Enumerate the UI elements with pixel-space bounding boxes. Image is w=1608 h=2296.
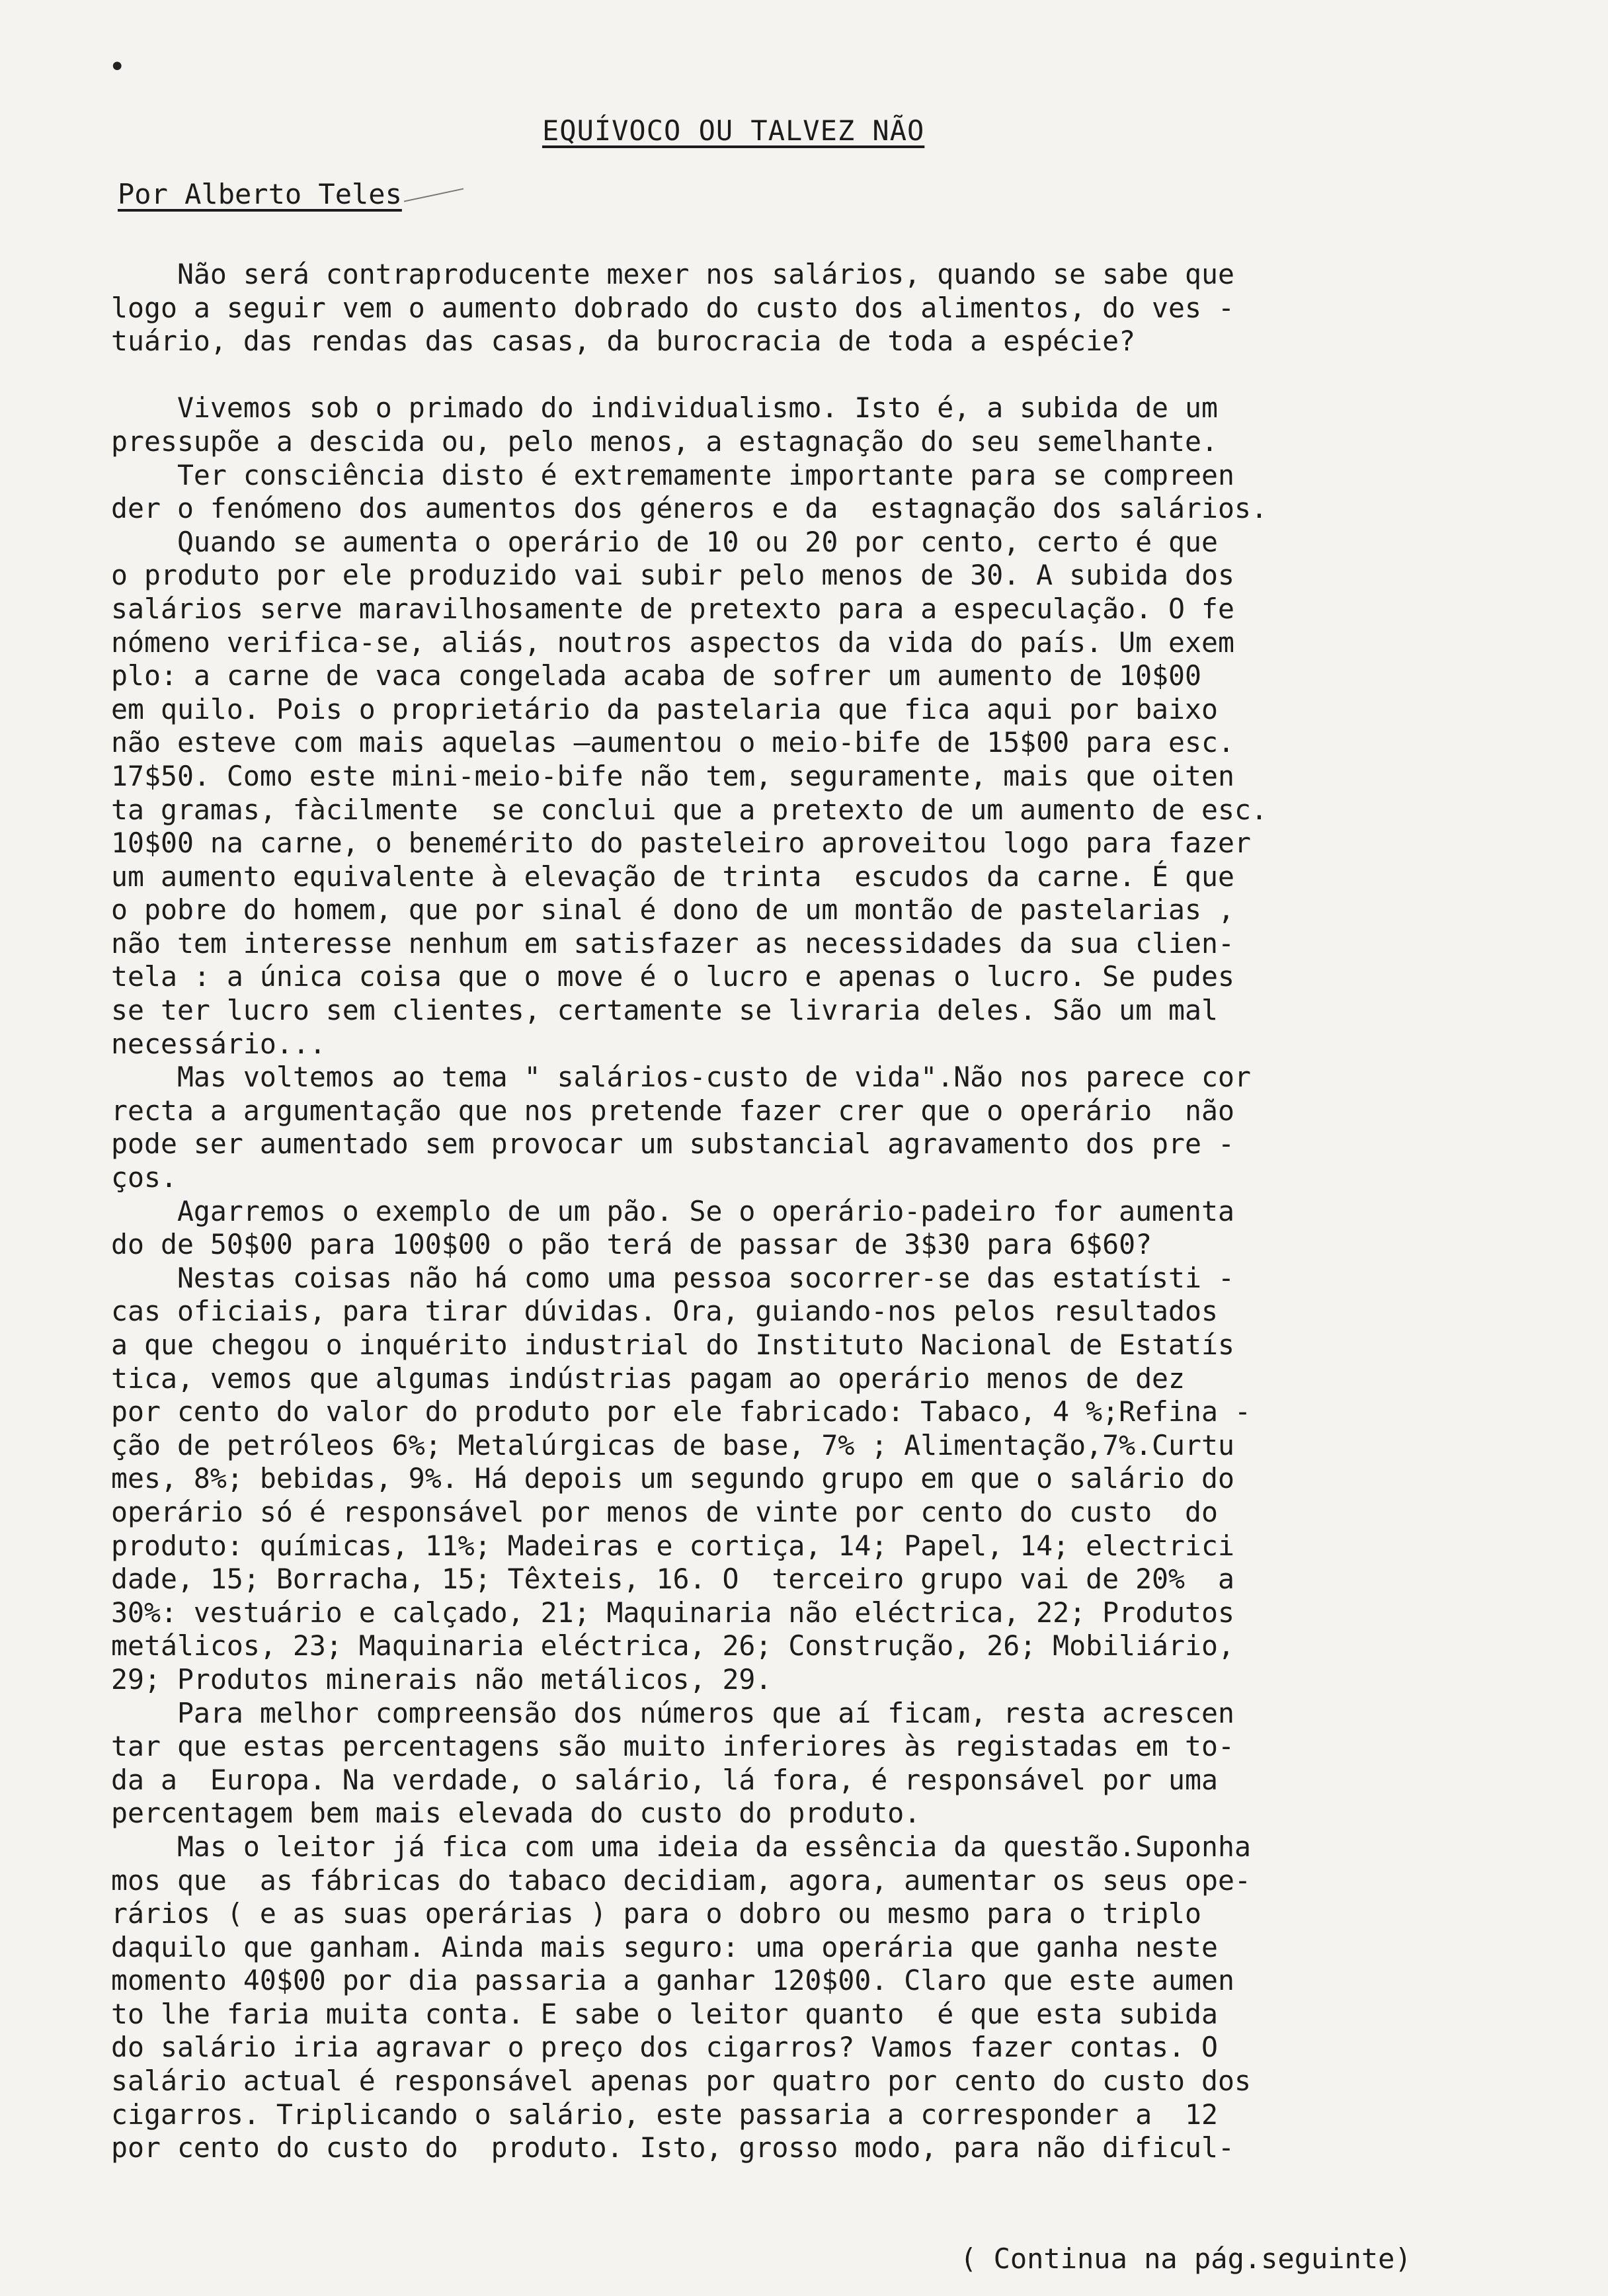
text-line: o produto por ele produzido vai subir pelo menos de 30. A subida dos — [111, 559, 1234, 592]
text-line: Ter consciência disto é extremamente importante para se compreen — [111, 458, 1234, 491]
text-line: Quando se aumenta o operário de 10 ou 20 por cento, certo é que — [111, 525, 1219, 558]
text-line: em quilo. Pois o proprietário da pastelaria que fica aqui por baixo — [111, 692, 1219, 725]
text-line: Nestas coisas não há como uma pessoa socorrer-se das estatísti - — [111, 1261, 1234, 1294]
text-line: mes, 8%; bebidas, 9%. Há depois um segundo grupo em que o salário do — [111, 1462, 1234, 1495]
text-line: Mas o leitor já fica com uma ideia da essência da questão.Suponha — [111, 1830, 1251, 1863]
text-line: pode ser aumentado sem provocar um substancial agravamento dos pre - — [111, 1128, 1234, 1161]
text-line: Para melhor compreensão dos números que aí ficam, resta acrescen — [111, 1696, 1234, 1729]
text-line: Vivemos sob o primado do individualismo. Isto é, a subida de um — [111, 391, 1219, 425]
text-line: plo: a carne de vaca congelada acaba de sofrer um aumento de 10$00 — [111, 659, 1202, 692]
document-title: EQUÍVOCO OU TALVEZ NÃO — [542, 114, 925, 147]
text-line: Agarremos o exemplo de um pão. Se o operário-padeiro for aumenta — [111, 1194, 1234, 1227]
text-line: a que chegou o inquérito industrial do Instituto Nacional de Estatís — [111, 1329, 1234, 1361]
text-line: recta a argumentação que nos pretende fazer crer que o operário não — [111, 1094, 1234, 1127]
text-line — [111, 358, 1486, 392]
text-line: momento 40$00 por dia passaria a ganhar 120$00. Claro que este aumen — [111, 1964, 1234, 1997]
text-line: logo a seguir vem o aumento dobrado do custo dos alimentos, do ves - — [111, 291, 1234, 324]
text-line: não tem interesse nenhum em satisfazer as necessidades da sua clien- — [111, 926, 1234, 960]
text-line: cas oficiais, para tirar dúvidas. Ora, guiando-nos pelos resultados — [111, 1295, 1219, 1328]
text-line: daquilo que ganham. Ainda mais seguro: uma operária que ganha neste — [111, 1930, 1219, 1963]
text-line: mos que as fábricas do tabaco decidiam, agora, aumentar os seus ope- — [111, 1864, 1251, 1897]
text-line: do de 50$00 para 100$00 o pão terá de passar de 3$30 para 6$60? — [111, 1228, 1152, 1261]
text-line: to lhe faria muita conta. E sabe o leitor quanto é que esta subida — [111, 1997, 1219, 2030]
text-line: um aumento equivalente à elevação de trinta escudos da carne. É que — [111, 860, 1234, 893]
continuation-note: ( Continua na pág.seguinte) — [960, 2242, 1412, 2275]
byline: Por Alberto Teles — [118, 178, 402, 210]
text-line: pressupõe a descida ou, pelo menos, a estagnação do seu semelhante. — [111, 425, 1219, 458]
text-line: se ter lucro sem clientes, certamente se livraria deles. São um mal — [111, 994, 1219, 1027]
text-line: 10$00 na carne, o benemérito do pasteleiro aproveitou logo para fazer — [111, 827, 1251, 860]
pen-stroke — [404, 188, 463, 202]
text-line: tuário, das rendas das casas, da burocracia de toda a espécie? — [111, 325, 1136, 358]
text-line: operário só é responsável por menos de vinte por cento do custo do — [111, 1495, 1219, 1528]
text-line: Mas voltemos ao tema " salários-custo de vida".Não nos parece cor — [111, 1061, 1251, 1094]
text-line: ção de petróleos 6%; Metalúrgicas de base, 7% ; Alimentação,7%.Curtu — [111, 1428, 1234, 1461]
text-line: nómeno verifica-se, aliás, noutros aspectos da vida do país. Um exem — [111, 626, 1234, 659]
text-line: der o fenómeno dos aumentos dos géneros e da estagnação dos salários. — [111, 492, 1267, 525]
corner-mark: • — [108, 50, 126, 84]
text-line: cigarros. Triplicando o salário, este passaria a corresponder a 12 — [111, 2098, 1219, 2131]
text-line: salários serve maravilhosamente de pretexto para a especulação. O fe — [111, 592, 1234, 625]
text-line: por cento do custo do produto. Isto, grosso modo, para não dificul- — [111, 2131, 1234, 2164]
text-line: necessário... — [111, 1027, 326, 1060]
text-line: tela : a única coisa que o move é o lucro e apenas o lucro. Se pudes — [111, 960, 1234, 993]
text-line: percentagem bem mais elevada do custo do produto. — [111, 1797, 921, 1830]
text-line: o pobre do homem, que por sinal é dono de um montão de pastelarias , — [111, 893, 1234, 926]
text-line: tica, vemos que algumas indústrias pagam ao operário menos de dez — [111, 1362, 1186, 1395]
text-line: 17$50. Como este mini-meio-bife não tem, seguramente, mais que oiten — [111, 759, 1234, 792]
text-line: dade, 15; Borracha, 15; Têxteis, 16. O terceiro grupo vai de 20% a — [111, 1563, 1234, 1596]
text-line: ta gramas, fàcilmente se conclui que a pretexto de um aumento de esc. — [111, 793, 1267, 826]
text-line: do salário iria agravar o preço dos cigarros? Vamos fazer contas. O — [111, 2031, 1219, 2064]
text-line: tar que estas percentagens são muito inferiores às registadas em to- — [111, 1730, 1234, 1763]
text-line: metálicos, 23; Maquinaria eléctrica, 26; Construção, 26; Mobiliário, — [111, 1629, 1234, 1662]
text-line: rários ( e as suas operárias ) para o dobro ou mesmo para o triplo — [111, 1897, 1202, 1930]
text-line: da a Europa. Na verdade, o salário, lá fora, é responsável por uma — [111, 1763, 1219, 1796]
text-line: ços. — [111, 1161, 177, 1194]
text-line: 29; Produtos minerais não metálicos, 29. — [111, 1662, 772, 1696]
text-line: por cento do valor do produto por ele fabricado: Tabaco, 4 %;Refina - — [111, 1395, 1251, 1428]
text-line: produto: químicas, 11%; Madeiras e cortiça, 14; Papel, 14; electrici — [111, 1529, 1234, 1562]
text-line: Não será contraproducente mexer nos salários, quando se sabe que — [111, 258, 1234, 290]
text-line: salário actual é responsável apenas por quatro por cento do custo dos — [111, 2065, 1251, 2098]
text-line: 30%: vestuário e calçado, 21; Maquinaria não eléctrica, 22; Produtos — [111, 1596, 1234, 1629]
article-body — [111, 258, 1486, 2165]
text-line: não esteve com mais aquelas —aumentou o meio-bife de 15$00 para esc. — [111, 726, 1234, 759]
